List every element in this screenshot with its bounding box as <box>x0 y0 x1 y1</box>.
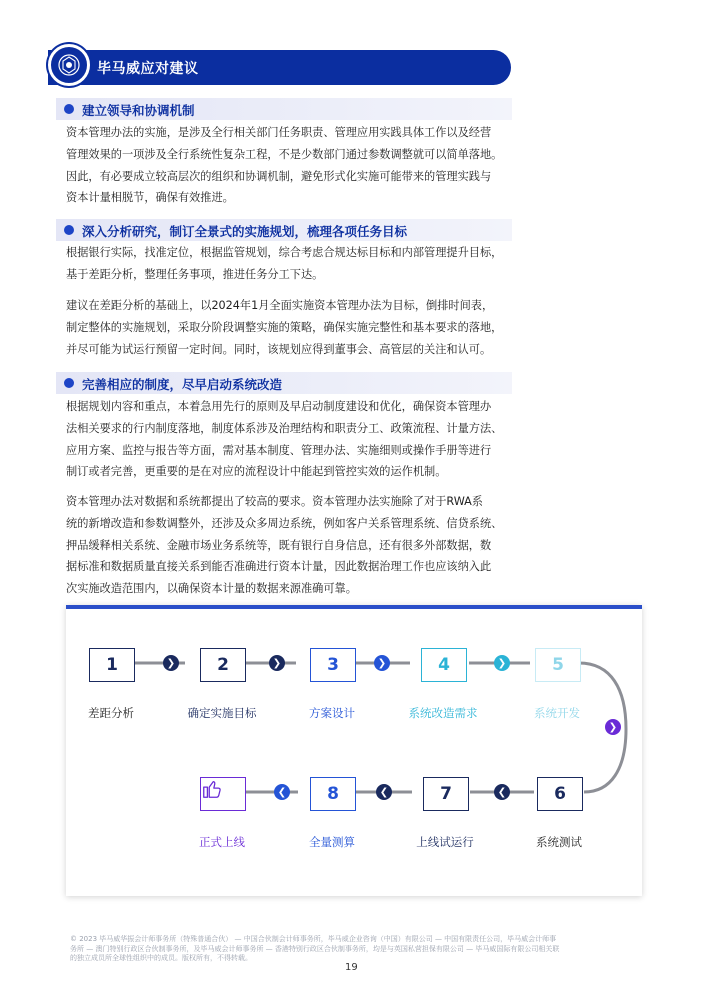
section-heading-1: 建立领导和协调机制 <box>56 98 512 120</box>
step-label-9: 正式上线 <box>199 835 245 849</box>
arrow-left-icon: ❮ <box>376 784 392 800</box>
step-label-5: 系统开发 <box>534 706 580 720</box>
copyright-footer: © 2023 毕马威华振会计师事务所（特殊普通合伙） — 中国合伙制会计师事务所，毕马威企业咨询（中国）有限公司 — 中国有限责任公司，毕马威会计师事 务所 — 澳门特别行政区合伙制事务所，及毕马威会计师事务所 — 香港特别行政区合伙制事务所，均是与英国私营担保有限公司 — 毕马威国际有限公司相关联 的独立成员所全球性组织中的成员。版权所有，不得转载。 <box>70 935 560 962</box>
step-label-4: 系统改造需求 <box>408 706 478 720</box>
arrow-left-icon: ❮ <box>494 784 510 800</box>
step-box-2: 2 <box>200 648 246 682</box>
step-label-3: 方案设计 <box>309 706 355 720</box>
step-box-4: 4 <box>421 648 467 682</box>
section-2-paragraph-2: 建议在差距分析的基础上，以2024年1月全面实施资本管理办法为目标，倒排时间表， 制定整体的实施规划，采取分阶段调整实施的策略，确保实施完整性和基本要求的落地， 并尽可能为试运行预留一定时间。同时，该规划应得到董事会、高管层的关注和认可。 <box>66 299 503 356</box>
section-2-paragraph-1: 根据银行实际，找准定位，根据监管规划，综合考虑合规达标目标和内部管理提升目标， 基于差距分析，整理任务事项，推进任务分工下达。 <box>66 246 503 281</box>
step-label-6: 系统测试 <box>536 835 582 849</box>
section-heading-3: 完善相应的制度，尽早启动系统改造 <box>56 372 512 394</box>
step-label-1: 差距分析 <box>88 706 134 720</box>
arrow-right-icon: ❯ <box>163 655 179 671</box>
kpmg-badge-icon <box>48 44 90 86</box>
arrow-right-icon: ❯ <box>269 655 285 671</box>
arrow-right-icon: ❯ <box>374 655 390 671</box>
section-heading-2: 深入分析研究，制订全景式的实施规划，梳理各项任务目标 <box>56 219 512 241</box>
page-title: 毕马威应对建议 <box>97 61 199 77</box>
step-box-8: 8 <box>310 777 356 811</box>
arrow-left-icon: ❮ <box>274 784 290 800</box>
page-number: 19 <box>345 962 358 973</box>
thumbs-up-icon <box>200 777 246 811</box>
section-1-paragraph: 资本管理办法的实施，是涉及全行相关部门任务职责、管理应用实践具体工作以及经营 管理效果的一项涉及全行系统性复杂工程，不是少数部门通过参数调整就可以简单落地。 因此，有必要成立较高层次的组织和协调机制，避免形式化实施可能带来的管理实践与 资本计量相脱节，确保有效推进。 <box>66 126 503 205</box>
step-box-6: 6 <box>537 777 583 811</box>
step-label-2: 确定实施目标 <box>187 706 257 720</box>
step-box-3: 3 <box>310 648 356 682</box>
section-3-paragraph-2: 资本管理办法对数据和系统都提出了较高的要求。资本管理办法实施除了对于RWA系 统的新增改造和参数调整外，还涉及众多周边系统，例如客户关系管理系统、信贷系统、 押品缓释相关系统、金融市场业务系统等，既有银行自身信息，还有很多外部数据，数 据标准和数据质量直接关系到能否准确进行资本计量，因此数据治理工作也应该纳入此 次实施改造范围内，以确保资本计量的数据来源准确可靠。 <box>66 495 503 596</box>
process-diagram <box>66 605 642 896</box>
step-label-7: 上线试运行 <box>416 835 474 849</box>
step-box-1: 1 <box>89 648 135 682</box>
step-box-7: 7 <box>423 777 469 811</box>
step-label-8: 全量测算 <box>309 835 355 849</box>
bullet-dot-icon <box>64 225 74 235</box>
arrow-right-icon: ❯ <box>494 655 510 671</box>
bullet-dot-icon <box>64 104 74 114</box>
arrow-down-icon: ❯ <box>605 719 621 735</box>
section-3-paragraph-1: 根据规划内容和重点，本着急用先行的原则及早启动制度建设和优化，确保资本管理办 法相关要求的行内制度落地，制度体系涉及治理结构和职责分工、政策流程、计量方法、 应用方案、监控与报告等方面，需对基本制度、管理办法、实施细则或操作手册等进行 制订或者完善，更重要的是在对应的流程设计中能起到管控实效的运作机制。 <box>66 400 503 479</box>
bullet-dot-icon <box>64 378 74 388</box>
step-box-5: 5 <box>535 648 581 682</box>
